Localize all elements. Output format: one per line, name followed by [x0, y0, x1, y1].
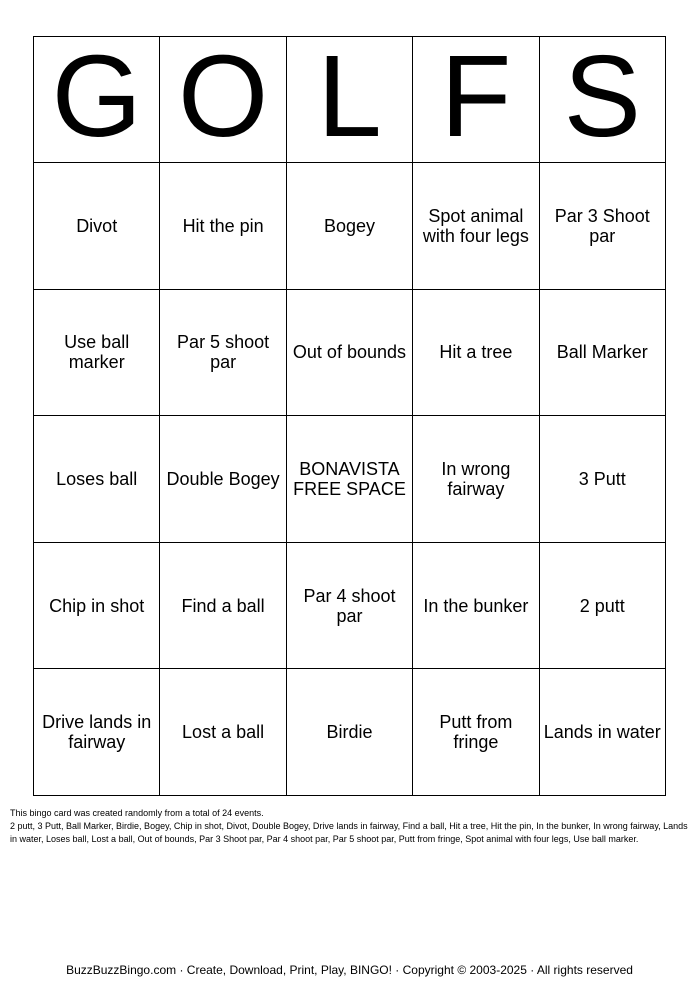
header-letter-text: L [317, 36, 382, 161]
bingo-cell: Use ball marker [34, 289, 160, 416]
bingo-cell: Par 5 shoot par [160, 289, 286, 416]
bingo-cell: Par 4 shoot par [286, 542, 412, 669]
header-letter-text: G [51, 36, 142, 161]
bingo-row [34, 289, 666, 416]
bingo-cell: In the bunker [413, 542, 539, 669]
bingo-cell: Loses ball [34, 416, 160, 543]
bingo-cell: Lost a ball [160, 669, 286, 796]
footnote-event-list: 2 putt, 3 Putt, Ball Marker, Birdie, Bogey, Chip in shot, Divot, Double Bogey, Drive lands in fairway, Find a ball, Hit a tree, Hit the pin, In the bunker, In wrong fairway, Lands in water, Loses ball, Lost a ball, Out of bounds, Par 3 Shoot par, Par 4 shoot par, Par 5 shoot par, Putt from fringe, Spot animal with four legs, Use ball marker. [10, 821, 688, 844]
bingo-cell: Birdie [286, 669, 412, 796]
bingo-row [34, 163, 666, 290]
bingo-cell: Ball Marker [539, 289, 665, 416]
bingo-cell: Chip in shot [34, 542, 160, 669]
bingo-cell: Drive lands in fairway [34, 669, 160, 796]
bingo-cell: Bogey [286, 163, 412, 290]
bingo-cell: Out of bounds [286, 289, 412, 416]
bingo-row [34, 542, 666, 669]
card-footnote [10, 807, 690, 846]
bingo-cell: Divot [34, 163, 160, 290]
bingo-cell: Hit the pin [160, 163, 286, 290]
bingo-cell: Find a ball [160, 542, 286, 669]
bingo-cell: 2 putt [539, 542, 665, 669]
bingo-header-row [34, 37, 666, 163]
bingo-row [34, 416, 666, 543]
header-letter-text: S [563, 36, 641, 161]
header-letter-5 [539, 37, 665, 163]
bingo-cell: Putt from fringe [413, 669, 539, 796]
site-footer: BuzzBuzzBingo.com · Create, Download, Print, Play, BINGO! · Copyright © 2003-2025 · All rights reserved [66, 963, 633, 977]
bingo-cell: Lands in water [539, 669, 665, 796]
bingo-cell: In wrong fairway [413, 416, 539, 543]
bingo-cell: 3 Putt [539, 416, 665, 543]
header-letter-3 [286, 37, 412, 163]
header-letter-4 [413, 37, 539, 163]
free-space-cell: BONAVISTA FREE SPACE [286, 416, 412, 543]
header-letter-text: O [177, 36, 269, 161]
header-letter-text: F [440, 36, 512, 161]
bingo-card [33, 36, 666, 796]
bingo-cell: Hit a tree [413, 289, 539, 416]
bingo-cell: Par 3 Shoot par [539, 163, 665, 290]
header-letter-2 [160, 37, 286, 163]
footnote-intro: This bingo card was created randomly from a total of 24 events. [10, 808, 264, 818]
bingo-row [34, 669, 666, 796]
bingo-cell: Spot animal with four legs [413, 163, 539, 290]
bingo-cell: Double Bogey [160, 416, 286, 543]
header-letter-1 [34, 37, 160, 163]
